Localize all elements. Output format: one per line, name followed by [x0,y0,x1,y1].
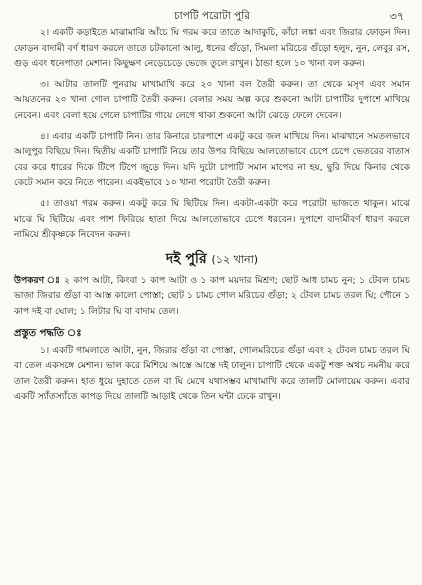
recipe-count: (১২ খানা) [211,252,259,266]
recipe-name: দই পুরি [165,250,207,267]
running-header [14,4,410,26]
step-2-paragraph: ২। একটি কড়াইতে মাঝামাঝি আঁচে ঘি গরম করে তাতে আদাকুচি, কাঁচা লঙ্কা এবং জিরার ফোড়ন দিন। ফোড়ন বাদামী বর্ণ ধারণ করলে তাতে চটকানো আলু, ধনের গুঁড়ো, সিমলা মরিচের গুঁড়ো হলুদ, নুন, লেবুর রস, গুড় এবং ধনেপাতা মেশান। কিছুক্ষণ নেড়েচেড়ে ভেজে তুলে রাখুন। ঠান্ডা হলে ১০ খানা বল করুন। [14,28,410,70]
step-5-paragraph: ৫। তাওয়া গরম করুন। একটু করে ঘি ছিটিয়ে দিন। একটা-একটা করে পরোটা ভাজতে থাকুন। মাঝে মাঝে ঘি ছিটিয়ে এবং পাশ ফিরিয়ে হাতা দিয়ে আলতোভাবে চেপে ধরবেন। দুপাশে বাদামীবর্ণ ধারণ করলে নামিয়ে শ্রীকৃষ্ণকে নিবেদন করুন। [14,198,410,241]
step-3-paragraph: ৩। আটার তালটি পুনরায় মাখামাখি করে ২০ খানা বল তৈরী করুন। তা থেকে মসৃণ এবং সমান আয়তনের ২০ খানা গোল চাপাটি তৈরী করুন। বেলার সময় অল্প করে শুকনো আটা চাপাটির দুপাশে মাখিয়ে নেবেন। এবং বেলা হয়ে গেলে চাপাটির গায়ে লেগে থাকা শুকনো আটা ঝেড়ে ফেলে দেবেন। [14,79,410,121]
method-heading: প্রস্তুত পদ্ধতি ঃ [14,327,82,339]
ingredients-label: উপকরণ ঃ [14,275,61,286]
ingredients-text: ২ কাপ আটা, কিংবা ১ কাপ আটা ও ১ কাপ ময়দার মিশ্রণ; ছোট আধ চামচ নুন; ১ টেবল চামচ ভাজা জিরার গুঁড়া বা আস্ত কালো পোস্তা; ছোট ১ চামচ গোল মরিচের গুঁড়া; ২ টেবল চামচ তরল ঘি; পৌনে ১ কাপ দই বা ঘোল; ১ লিটার ঘি বা বাদাম তেল। [14,275,410,317]
running-title: চাপটি পরোটা পুরি [173,10,251,22]
page-number: ৩৭ [389,10,404,23]
recipe-title [14,249,410,270]
method-step-1-paragraph: ১। একটি গামলাতে আটা, নুন, জিরার গুঁড়া বা পোস্তা, গোলমরিচের গুঁড়া এবং ২ টেবল চামচ তরল ঘি বা তেল একসঙ্গে মেশান। ভাল করে মিশিয়ে আস্তে আস্তে দই ঢালুন। চাপাটি থেকে একটু শক্ত অথচ নমনীয় করে তাল তৈরী করুন। হাত ধুয়ে দুহাতে তেল বা ঘি মেখে যথাসম্ভব মাখামাখি করে তালটি মোলায়েম করুন। এবার একটি স্যাঁতস্যাঁতে কাপড় দিয়ে তালটি আড়াই থেকে তিন ঘন্টা ঢেকে রাখুন। [14,345,410,403]
step-4-paragraph: ৪। এবার একটি চাপাটি নিন। তার কিনারে চারপাশে একটু করে জল মাখিয়ে দিন। মাঝখানে সমতলভাবে আলুপুর বিছিয়ে দিন। দ্বিতীয় একটি চাপাটি নিয়ে তার উপর বিছিয়ে আলতোভাবে চেপে চেপে ভেতরের বাতাস বের করে ধারের দিকে টিপে টিপে জুড়ে দিন। যদি দুটো চাপাটি সমান মাপের না হয়, ছুরি দিয়ে কিনার থেকে কেটে সমান করে নিতে পারেন। একইভাবে ১০ খানা পরোটা তৈরী করুন। [14,131,410,189]
ingredients-paragraph [14,274,410,321]
